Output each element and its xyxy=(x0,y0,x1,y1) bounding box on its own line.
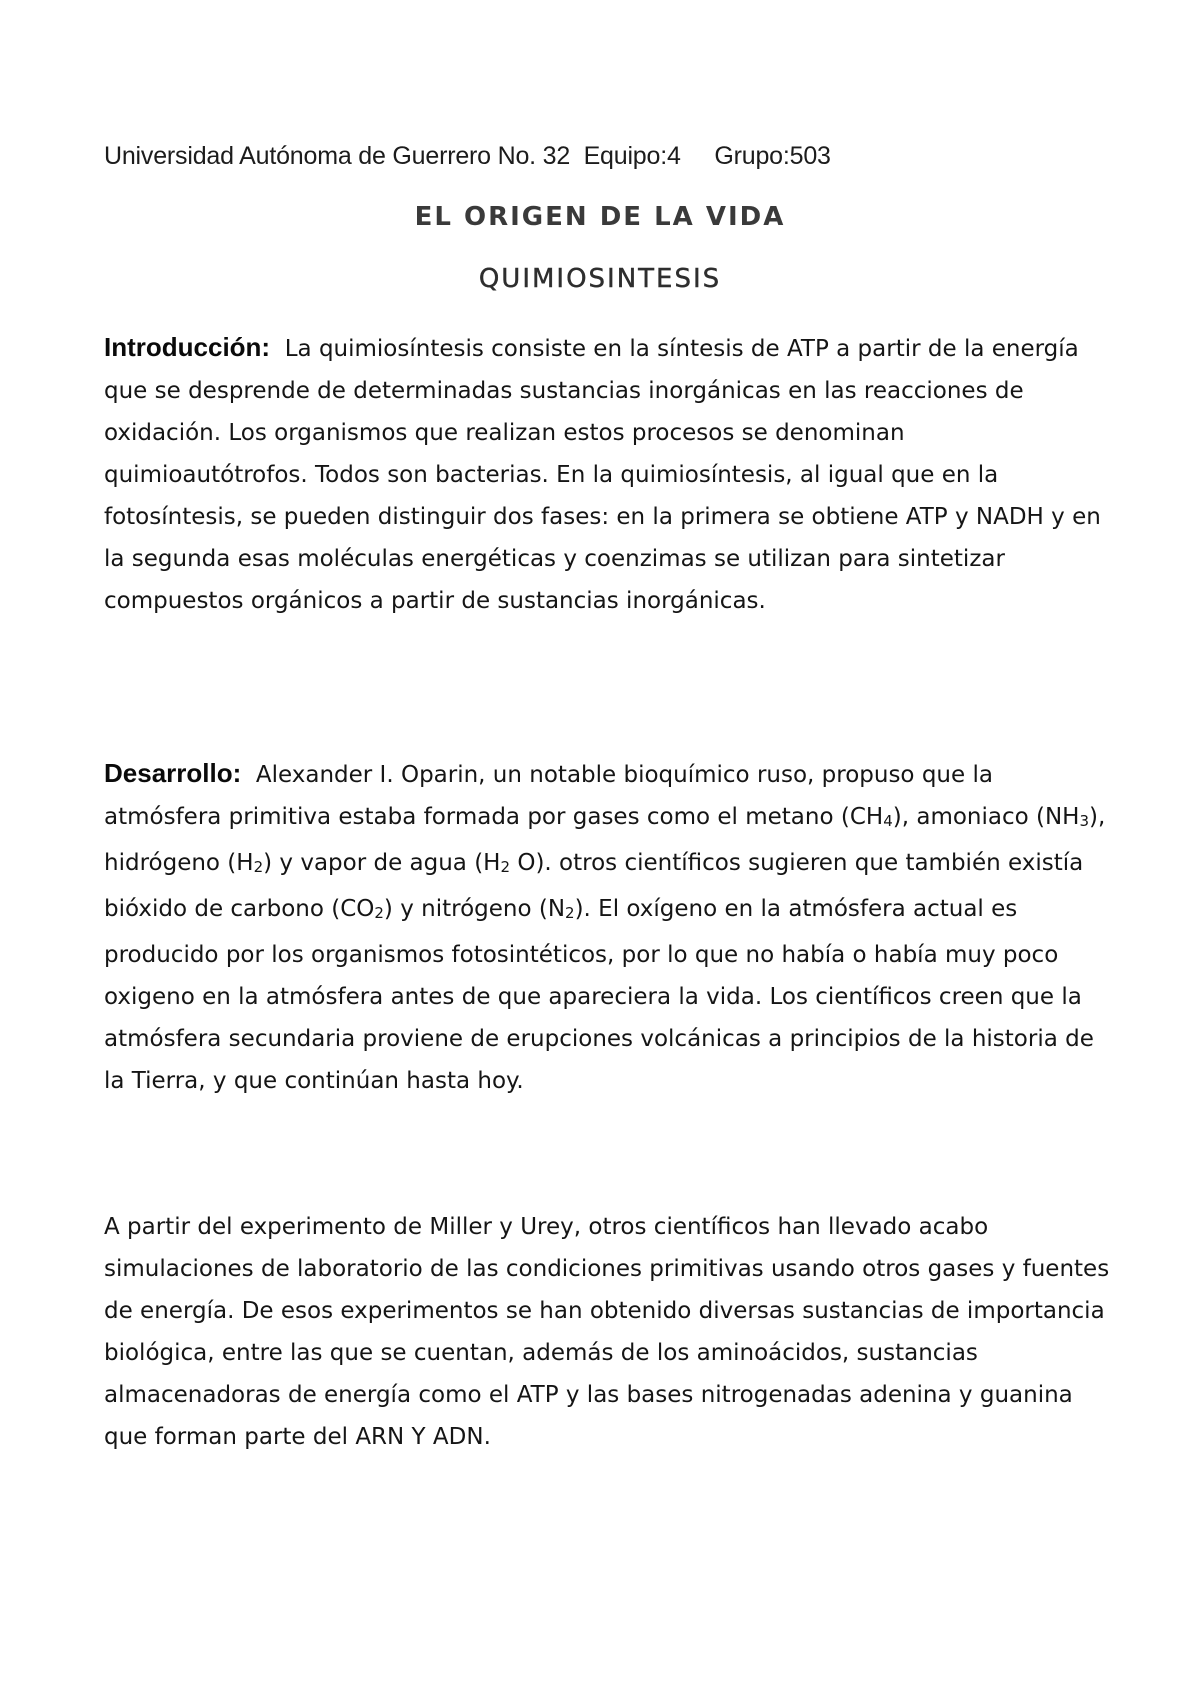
development-text-3: ), hidrógeno (H xyxy=(104,804,1106,876)
development-paragraph xyxy=(104,752,1114,1102)
development-text-7: ). El oxígeno en la atmósfera actual es producido por los organismos fotosintéticos, por lo que no había o había muy poco oxigeno en la atmósfera antes de que apareciera la vida. Los científicos creen que la atmósfera secundaria proviene de erupciones volcánicas a principios de la historia de la Tierra, y que continúan hasta hoy. xyxy=(104,896,1094,1094)
subscript-nh3: 3 xyxy=(1079,812,1090,830)
intro-text: La quimiosíntesis consiste en la síntesis de ATP a partir de la energía que se desprende de determinadas sustancias inorgánicas en las reacciones de oxidación. Los organismos que realizan estos procesos se denominan quimioautótrofos. Todos son bacterias. En la quimiosíntesis, al igual que en la fotosíntesis, se pueden distinguir dos fases: en la primera se obtiene ATP y NADH y en la segunda esas moléculas energéticas y coenzimas se utilizan para sintetizar compuestos orgánicos a partir de sustancias inorgánicas. xyxy=(104,336,1101,614)
intro-label: Introducción: xyxy=(104,332,271,362)
intro-paragraph xyxy=(104,326,1114,622)
experiment-paragraph: A partir del experimento de Miller y Urey, otros científicos han llevado acabo simulaciones de laboratorio de las condiciones primitivas usando otros gases y fuentes de energía. De esos experimentos se han obtenido diversas sustancias de importancia biológica, entre las que se cuentan, además de los aminoácidos, sustancias almacenadoras de energía como el ATP y las bases nitrogenadas adenina y guanina que forman parte del ARN Y ADN. xyxy=(104,1214,1110,1450)
document-title: EL ORIGEN DE LA VIDA xyxy=(414,202,786,232)
development-text-5: O). otros científicos sugieren que también existía bióxido de carbono (CO xyxy=(104,850,1084,922)
subscript-h2o: 2 xyxy=(500,858,511,876)
development-text-4: ) y vapor de agua (H xyxy=(263,850,501,876)
development-text-6: ) y nitrógeno (N xyxy=(383,896,566,922)
document-header: Universidad Autónoma de Guerrero No. 32 Equipo:4 Grupo:503 xyxy=(104,142,831,170)
subscript-ch4: 4 xyxy=(883,812,893,830)
subscript-n2: 2 xyxy=(565,904,575,922)
subscript-h2: 2 xyxy=(253,858,264,876)
document-subtitle: QUIMIOSINTESIS xyxy=(478,264,722,294)
development-text-2: ), amoniaco (NH xyxy=(892,804,1080,830)
development-text-1: Alexander I. Oparin, un notable bioquímico ruso, propuso que la atmósfera primitiva estaba formada por gases como el metano (CH xyxy=(104,762,993,830)
development-label: Desarrollo: xyxy=(104,758,242,788)
subscript-co2: 2 xyxy=(374,904,384,922)
